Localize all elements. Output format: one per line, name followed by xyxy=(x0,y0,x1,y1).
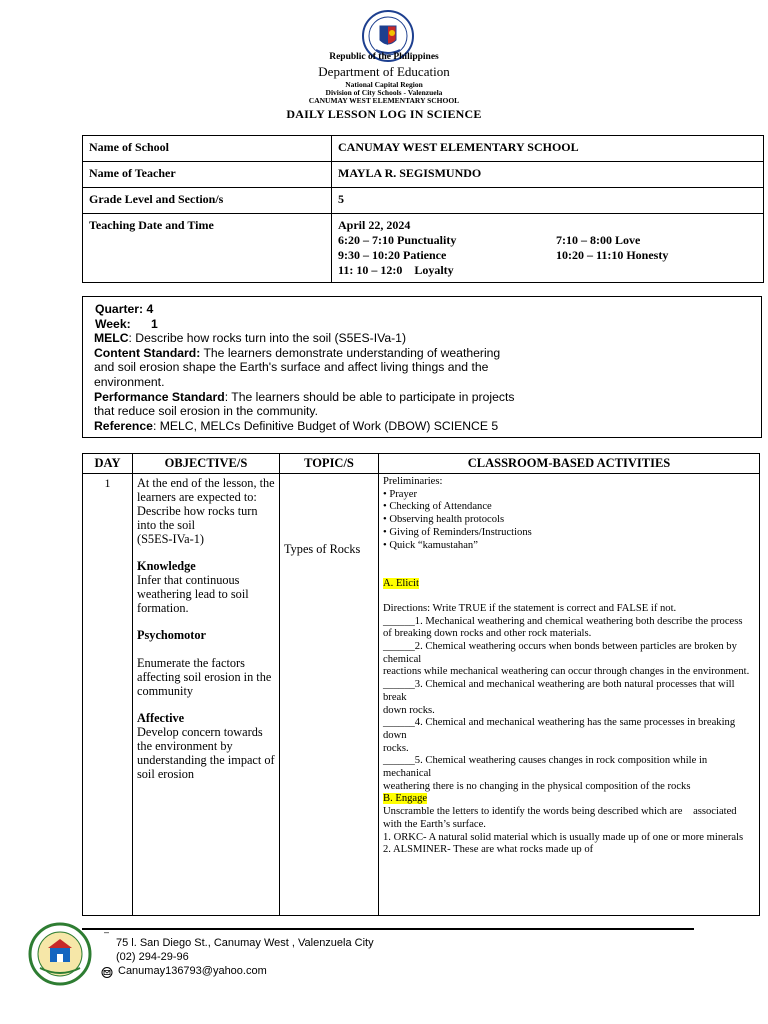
statement-line: weathering there is no changing in the physical composition of the rocks xyxy=(383,780,691,792)
week-line xyxy=(95,317,749,332)
affective-text: Develop concern towards the environment by understanding the impact of soil erosion xyxy=(137,725,275,781)
time-slot: 11: 10 – 12:0 Loyalty xyxy=(338,263,454,277)
statement-line: ______2. Chemical weathering occurs when bonds between particles are broken by chemical xyxy=(383,641,737,665)
elicit-highlight: A. Elicit xyxy=(383,578,419,590)
info-value: 5 xyxy=(332,188,764,214)
school-info-table xyxy=(82,135,764,283)
header-region: National Capital Region xyxy=(345,80,423,89)
content-standard-line xyxy=(94,346,749,361)
lesson-activities-table xyxy=(82,453,760,916)
word-item: 2. ALSMINER- These are what rocks made up of xyxy=(383,844,594,856)
directions-text: Directions: Write TRUE if the statement is correct and FALSE if not. xyxy=(383,602,677,614)
page-title: DAILY LESSON LOG IN SCIENCE xyxy=(286,107,482,121)
objective-intro: At the end of the lesson, the learners are expected to: xyxy=(137,476,275,504)
list-item: • Giving of Reminders/Instructions xyxy=(383,526,532,538)
header-school: CANUMAY WEST ELEMENTARY SCHOOL xyxy=(308,96,460,105)
info-row-grade xyxy=(83,188,764,214)
content-standard-text: The learners demonstrate understanding of weathering xyxy=(200,345,501,360)
statement-line: ______4. Chemical and mechanical weathering has the same processes in breaking down xyxy=(383,717,736,741)
affective-title: Affective xyxy=(137,711,185,725)
header-activities: CLASSROOM-BASED ACTIVITIES xyxy=(379,454,760,474)
footer-divider xyxy=(82,928,694,930)
reference-line xyxy=(94,419,749,434)
psychomotor-text: Enumerate the factors affecting soil erosion in the community xyxy=(137,656,272,698)
time-slot: 7:10 – 8:00 Love xyxy=(556,233,641,247)
time-slot: 9:30 – 10:20 Patience xyxy=(338,248,447,262)
melc-text: : Describe how rocks turn into the soil (S5ES-IVa-1) xyxy=(128,331,407,346)
week-value: 1 xyxy=(151,316,158,331)
schedule-grid xyxy=(338,233,757,278)
list-item: • Quick “kamustahan” xyxy=(383,539,478,551)
week-label: Week: xyxy=(95,316,131,331)
statement-line: ______1. Mechanical weathering and chemical weathering both describe the process xyxy=(383,615,743,627)
objective-cell xyxy=(133,474,280,916)
unscramble-text: Unscramble the letters to identify the words being described which are associated with the Earth’s surface. xyxy=(383,806,740,830)
elicit-heading xyxy=(383,578,755,591)
header-objectives: OBJECTIVE/S xyxy=(133,454,280,474)
footer-address: 75 l. San Diego St., Canumay West , Valenzuela City xyxy=(116,937,374,949)
day-cell: 1 xyxy=(83,474,133,916)
table-header-row xyxy=(83,454,760,474)
performance-standard-text: : The learners should be able to participate in projects xyxy=(224,389,515,404)
quarter-value: 4 xyxy=(146,302,154,316)
performance-standard-line xyxy=(94,390,749,405)
topic-cell xyxy=(280,474,379,916)
info-value: MAYLA R. SEGISMUNDO xyxy=(332,162,764,188)
performance-standard-line-2: that reduce soil erosion in the community. xyxy=(94,404,318,419)
school-logo-icon xyxy=(28,922,92,986)
footer-dash: – xyxy=(104,927,110,937)
info-label: Teaching Date and Time xyxy=(83,214,332,283)
info-label: Name of Teacher xyxy=(83,162,332,188)
objective-code: (S5ES-IVa-1) xyxy=(137,532,204,546)
info-row-school xyxy=(83,136,764,162)
list-item: • Checking of Attendance xyxy=(383,501,492,513)
statement-line: down rocks. xyxy=(383,704,435,716)
time-slot: 6:20 – 7:10 Punctuality xyxy=(338,233,457,247)
header-topics: TOPIC/S xyxy=(280,454,379,474)
info-label: Name of School xyxy=(83,136,332,162)
footer-email: Canumay136793@yahoo.com xyxy=(118,965,267,977)
melc-label: MELC xyxy=(94,331,129,346)
table-row xyxy=(83,474,760,916)
word-item: 1. ORKC- A natural solid material which is usually made up of one or more minerals xyxy=(383,831,744,843)
knowledge-title: Knowledge xyxy=(137,559,196,573)
classroom-activities-cell xyxy=(379,474,760,916)
preliminaries-title: Preliminaries: xyxy=(383,476,443,487)
knowledge-text: Infer that continuous weathering lead to soil formation. xyxy=(137,573,249,615)
statement-line: of breaking down rocks and other rock materials. xyxy=(383,628,592,640)
statement-line: rocks. xyxy=(383,742,409,754)
reference-text: : MELC, MELCs Definitive Budget of Work (DBOW) SCIENCE 5 xyxy=(152,418,499,433)
engage-heading xyxy=(383,793,755,806)
info-row-teacher xyxy=(83,162,764,188)
psychomotor-title: Psychomotor xyxy=(137,628,206,642)
content-standard-line-3: environment. xyxy=(94,374,165,389)
content-standard-line-2: and soil erosion shape the Earth's surface and affect living things and the xyxy=(94,360,489,375)
header-department: Department of Education xyxy=(318,64,450,79)
statement-line: ______5. Chemical weathering causes changes in rock composition while in mechanical xyxy=(383,755,708,780)
statement-line: ______3. Chemical and mechanical weathering are both natural processes that will break xyxy=(383,679,735,703)
list-item: • Prayer xyxy=(383,488,418,500)
quarter-line xyxy=(95,302,749,317)
header-republic: Republic of the Philippines xyxy=(329,52,439,62)
header-division: Division of City Schools - Valenzuela xyxy=(325,88,443,97)
quarter-label: Quarter: xyxy=(95,302,144,316)
footer-phone: (02) 294-29-96 xyxy=(116,951,189,963)
statement-line: reactions while mechanical weathering can occur through changes in the environment. xyxy=(383,666,750,678)
content-standard-label: Content Standard: xyxy=(94,345,201,360)
objective-describe: Describe how rocks turn into the soil xyxy=(137,504,258,532)
standards-box xyxy=(82,296,762,438)
melc-line xyxy=(94,331,749,346)
mail-icon xyxy=(101,967,113,978)
reference-label: Reference xyxy=(94,418,153,433)
topic-text: Types of Rocks xyxy=(284,542,361,556)
time-slot: 10:20 – 11:10 Honesty xyxy=(556,248,669,262)
info-value-schedule xyxy=(332,214,764,283)
info-row-date-time xyxy=(83,214,764,283)
performance-standard-label: Performance Standard xyxy=(94,389,225,404)
teaching-date: April 22, 2024 xyxy=(338,218,411,232)
header-day: DAY xyxy=(83,454,133,474)
list-item: • Observing health protocols xyxy=(383,514,505,526)
engage-highlight: B. Engage xyxy=(383,793,428,805)
info-label: Grade Level and Section/s xyxy=(83,188,332,214)
info-value: CANUMAY WEST ELEMENTARY SCHOOL xyxy=(332,136,764,162)
